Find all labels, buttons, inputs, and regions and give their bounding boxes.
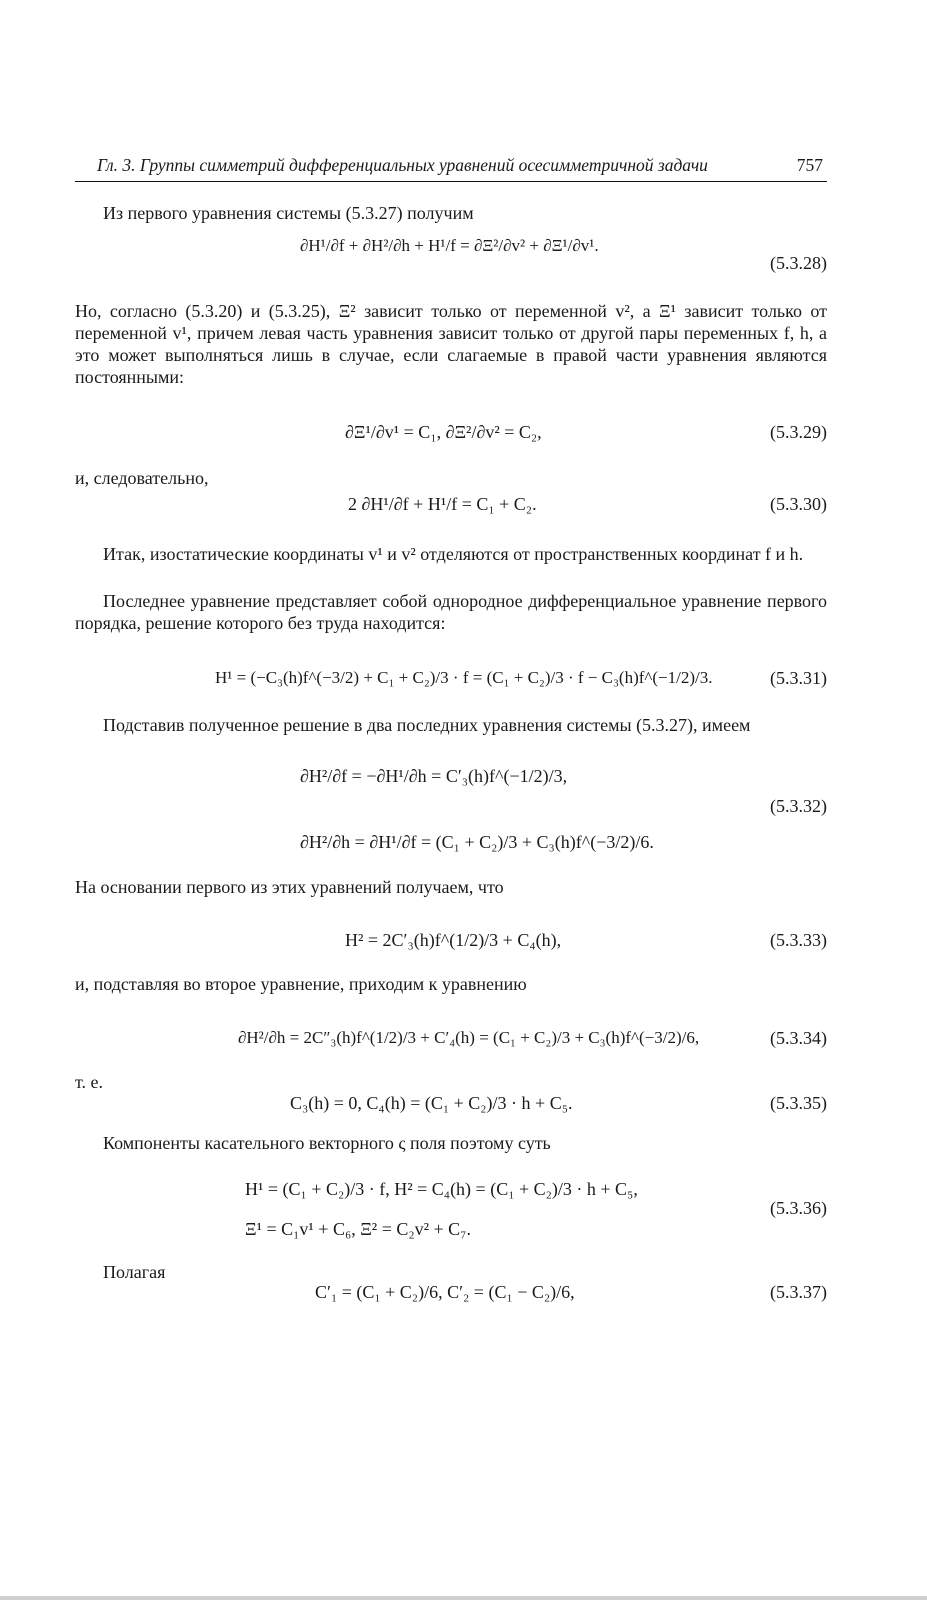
paragraph-11: Полагая	[103, 1262, 166, 1282]
equation-number-5-3-35: (5.3.35)	[770, 1093, 827, 1113]
paragraph-1: Из первого уравнения системы (5.3.27) получим	[103, 203, 474, 223]
equation-5-3-37: C′₁ = (C₁ + C₂)/6, C′₂ = (C₁ − C₂)/6,	[315, 1282, 575, 1302]
equation-number-5-3-29: (5.3.29)	[770, 422, 827, 442]
chapter-title: Гл. 3. Группы симметрий дифференциальных уравнений осесимметричной задачи	[97, 155, 708, 175]
equation-number-5-3-34: (5.3.34)	[770, 1028, 827, 1048]
running-header	[75, 155, 827, 182]
equation-5-3-31: H¹ = (−C₃(h)f^(−3/2) + C₁ + C₂)/3 · f = (C₁ + C₂)/3 · f − C₃(h)f^(−1/2)/3.	[215, 668, 713, 687]
paragraph-9: т. е.	[75, 1072, 104, 1092]
equation-number-5-3-31: (5.3.31)	[770, 668, 827, 688]
paragraph-10: Компоненты касательного векторного ς поля поэтому суть	[103, 1133, 551, 1153]
equation-5-3-34: ∂H²/∂h = 2C″₃(h)f^(1/2)/3 + C′₄(h) = (C₁ + C₂)/3 + C₃(h)f^(−3/2)/6,	[238, 1028, 700, 1047]
paragraph-2: Но, согласно (5.3.20) и (5.3.25), Ξ² зависит только от переменной v², а Ξ¹ зависит только от переменной v¹, причем левая часть уравнения зависит только от другой пары переменных f, h, а это может выполняться лишь в случае, если слагаемые в правой части уравнения являются постоянными:	[75, 301, 827, 387]
equation-5-3-32-line-1: ∂H²/∂f = −∂H¹/∂h = C′₃(h)f^(−1/2)/3,	[300, 766, 568, 786]
paragraph-8: и, подставляя во второе уравнение, приходим к уравнению	[75, 974, 527, 994]
equation-5-3-35: C₃(h) = 0, C₄(h) = (C₁ + C₂)/3 · h + C₅.	[290, 1093, 573, 1113]
equation-number-5-3-33: (5.3.33)	[770, 930, 827, 950]
paragraph-4: Итак, изостатические координаты v¹ и v² отделяются от пространственных координат f и h.	[103, 544, 804, 564]
equation-number-5-3-28: (5.3.28)	[770, 253, 827, 273]
equation-5-3-28: ∂H¹/∂f + ∂H²/∂h + H¹/f = ∂Ξ²/∂v² + ∂Ξ¹/∂v¹.	[300, 236, 599, 255]
equation-number-5-3-36: (5.3.36)	[770, 1198, 827, 1218]
paragraph-6: Подставив полученное решение в два последних уравнения системы (5.3.27), имеем	[103, 715, 751, 735]
equation-5-3-36-line-1: H¹ = (C₁ + C₂)/3 · f, H² = C₄(h) = (C₁ + C₂)/3 · h + C₅,	[245, 1179, 638, 1199]
equation-5-3-33: H² = 2C′₃(h)f^(1/2)/3 + C₄(h),	[345, 930, 562, 950]
equation-5-3-36-line-2: Ξ¹ = C₁v¹ + C₆, Ξ² = C₂v² + C₇.	[245, 1219, 471, 1239]
equation-number-5-3-37: (5.3.37)	[770, 1282, 827, 1302]
paragraph-5: Последнее уравнение представляет собой однородное дифференциальное уравнение первого порядка, решение которого без труда находится:	[75, 591, 827, 633]
equation-5-3-32-line-2: ∂H²/∂h = ∂H¹/∂f = (C₁ + C₂)/3 + C₃(h)f^(−3/2)/6.	[300, 832, 654, 852]
page-number: 757	[796, 155, 823, 175]
scan-bottom-edge	[0, 1596, 927, 1600]
equation-number-5-3-32: (5.3.32)	[770, 796, 827, 816]
paragraph-7: На основании первого из этих уравнений получаем, что	[75, 877, 504, 897]
paragraph-3: и, следовательно,	[75, 468, 209, 488]
equation-5-3-29: ∂Ξ¹/∂v¹ = C₁, ∂Ξ²/∂v² = C₂,	[345, 422, 542, 442]
equation-number-5-3-30: (5.3.30)	[770, 494, 827, 514]
equation-5-3-30: 2 ∂H¹/∂f + H¹/f = C₁ + C₂.	[348, 494, 537, 514]
